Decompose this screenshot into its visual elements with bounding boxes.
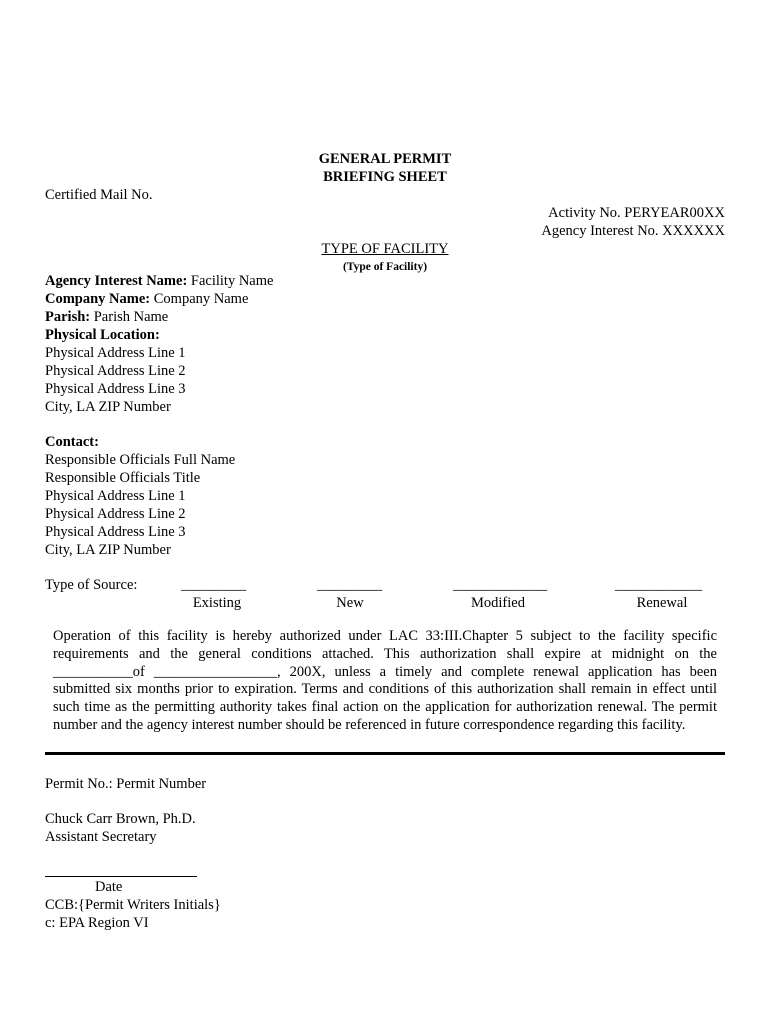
- company-name-row: [45, 290, 248, 308]
- certified-mail-label: Certified Mail No.: [45, 187, 153, 203]
- source-type-label: Type of Source:: [45, 577, 138, 593]
- parish-value: Parish Name: [90, 309, 169, 325]
- company-name-label: Company Name:: [45, 291, 151, 307]
- facility-address-line: Physical Address Line 2: [45, 363, 186, 379]
- copy-recipient: c: EPA Region VI: [45, 915, 149, 931]
- ccb-initials: CCB:{Permit Writers Initials}: [45, 897, 221, 913]
- document-title-line1: GENERAL PERMIT: [318, 151, 452, 167]
- parish-label: Parish:: [45, 309, 91, 325]
- source-option-renewal: Renewal: [636, 595, 688, 611]
- agency-interest-name-value: Facility Name: [187, 273, 274, 289]
- facility-address-line: City, LA ZIP Number: [45, 399, 171, 415]
- signer-name: Chuck Carr Brown, Ph.D.: [45, 811, 196, 827]
- contact-line: Responsible Officials Full Name: [45, 452, 236, 468]
- agency-interest-number: Agency Interest No. XXXXXX: [541, 223, 725, 239]
- document-title-line2: BRIEFING SHEET: [323, 169, 447, 185]
- source-option-new: New: [336, 595, 364, 611]
- facility-type-heading: TYPE OF FACILITY: [321, 241, 449, 257]
- contact-line: Physical Address Line 1: [45, 488, 186, 504]
- signer-title: Assistant Secretary: [45, 829, 157, 845]
- date-label: Date: [95, 879, 123, 895]
- source-new-blank: _________: [317, 577, 383, 593]
- contact-line: Physical Address Line 2: [45, 506, 186, 522]
- source-existing-blank: _________: [181, 577, 247, 593]
- section-divider: [45, 752, 725, 755]
- contact-line: Physical Address Line 3: [45, 524, 186, 540]
- contact-line: Responsible Officials Title: [45, 470, 201, 486]
- agency-interest-name-label: Agency Interest Name:: [45, 273, 188, 289]
- physical-location-label: Physical Location:: [45, 327, 160, 343]
- source-option-modified: Modified: [471, 595, 525, 611]
- authorization-paragraph: Operation of this facility is hereby authorized under LAC 33:III.Chapter 5 subject to the facility specific requirements and the general conditions attached. This authorization shall expire at midnight on the ___________of _________________, 200X, unless a timely and complete renewal application has been submitted six months prior to expiration. Terms and conditions of this authorization shall remain in effect until such time as the permitting authority takes final action on the application for authorization renewal. The permit number and the agency interest number should be referenced in future correspondence regarding this facility.: [53, 628, 717, 733]
- facility-address-line: Physical Address Line 1: [45, 345, 186, 361]
- activity-number: Activity No. PERYEAR00XX: [548, 205, 725, 221]
- source-modified-blank: _____________: [453, 577, 548, 593]
- date-signature-line: [45, 876, 197, 877]
- facility-type-subheading: (Type of Facility): [342, 261, 428, 273]
- contact-label: Contact:: [45, 434, 99, 450]
- contact-line: City, LA ZIP Number: [45, 542, 171, 558]
- agency-interest-name-row: [45, 272, 273, 290]
- source-renewal-blank: ____________: [615, 577, 702, 593]
- source-option-existing: Existing: [192, 595, 242, 611]
- permit-number: Permit No.: Permit Number: [45, 776, 207, 792]
- facility-address-line: Physical Address Line 3: [45, 381, 186, 397]
- parish-row: [45, 308, 168, 326]
- company-name-value: Company Name: [150, 291, 249, 307]
